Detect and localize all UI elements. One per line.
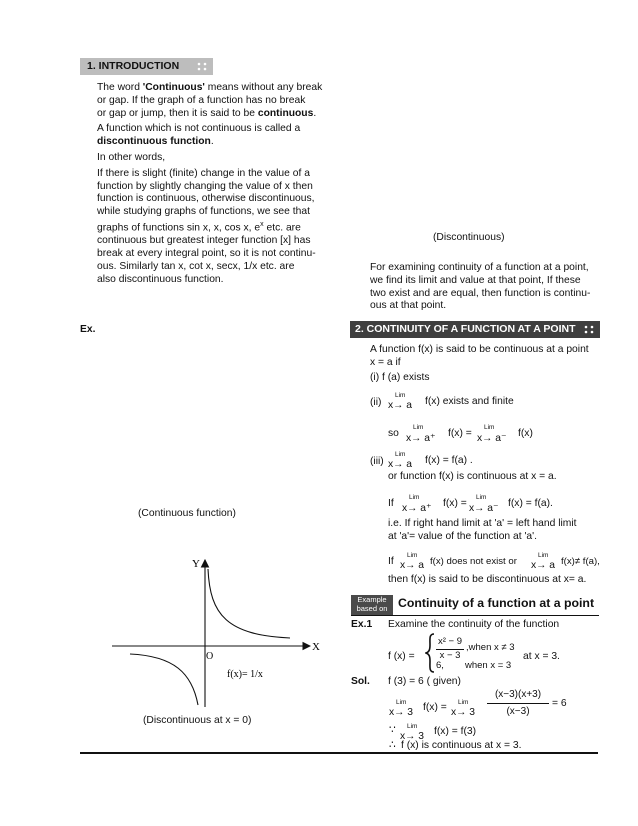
ex1-text: Examine the continuity of the function [388, 619, 560, 630]
def-condition-ii-label: (ii) [370, 397, 382, 408]
if-label: If [388, 498, 394, 509]
def-line: A function f(x) is said to be continuous at a point [370, 344, 589, 355]
def-condition-ii-text: f(x) exists and finite [425, 396, 514, 407]
limit-x-to-a: Lim x→ a [400, 552, 425, 571]
curve-negative-branch [130, 654, 198, 705]
fraction-denominator: x − 3 [439, 650, 461, 661]
sol-end: = 6 [552, 698, 567, 709]
text-line: A function which is not continuous is called a [97, 123, 301, 135]
section-header-continuity [350, 321, 600, 338]
sol-frac-den: (x−3) [506, 706, 530, 717]
sol-frac-bar [487, 703, 549, 704]
if-mid: f(x) = [443, 498, 467, 509]
right-intro-text [370, 262, 600, 313]
if-end: f(x) = f(a). [508, 498, 553, 509]
section-title: 1. INTRODUCTION [87, 60, 180, 72]
dots-icon [196, 61, 208, 72]
if2-label: If [388, 556, 394, 567]
limit-x-to-a: Lim x→ a [388, 451, 413, 470]
dots-icon [583, 324, 595, 335]
ie-line: at 'a'= value of the function at 'a'. [388, 531, 537, 542]
because-icon: ∵ [389, 725, 396, 736]
limit-left: Lim x→ a⁻ [477, 424, 507, 444]
text-line: or gap. If the graph of a function has no break [97, 94, 306, 106]
if2-end: f(x)≠ f(a), [561, 556, 600, 567]
sol-label: Sol. [351, 676, 370, 687]
example-badge: Example based on [351, 595, 393, 615]
text-line: we find its limit and value at that point, If these [370, 274, 581, 286]
limit-x-to-3: Lim x→ 3 [389, 699, 414, 718]
case2-value: 6, [436, 660, 444, 671]
caption-continuous: (Continuous function) [138, 508, 236, 519]
text-line: break at every integral point, so it is not continu- [97, 247, 316, 259]
text-line: ous at that point. [370, 300, 447, 312]
ex1-label: Ex.1 [351, 619, 373, 630]
case2: when x = 3 [465, 660, 512, 671]
curve-positive-branch [208, 569, 290, 638]
ex-label: Ex. [80, 324, 96, 335]
text-line: ous. Similarly tan x, cot x, secx, 1/x etc. are [97, 260, 295, 272]
text-line: The word 'Continuous' means without any break [97, 82, 323, 93]
limit-left: Lim x→ a⁻ [469, 494, 499, 514]
text-line: two exist and are equal, then function is continu- [370, 287, 591, 299]
caption-discontinuous-at-0: (Discontinuous at x = 0) [143, 715, 252, 726]
origin-label: O [206, 651, 214, 662]
text-line: discontinuous function. [97, 136, 214, 148]
sol-frac-num: (x−3)(x+3) [494, 689, 542, 700]
page-bottom-rule [80, 752, 598, 754]
def-condition-iii-text: f(x) = f(a) . [425, 455, 473, 466]
section-header-introduction [80, 58, 213, 75]
sol-line4: f (x) is continuous at x = 3. [401, 740, 522, 751]
text-line: function is continuous, otherwise discontinuous, [97, 193, 315, 205]
so-label: so [388, 428, 399, 439]
y-axis-label: Y [192, 558, 200, 570]
text-line: while studying graphs of functions, we see that [97, 206, 310, 218]
limit-right: Lim x→ a⁺ [406, 424, 436, 444]
at-x3: at x = 3. [523, 651, 560, 662]
sol-line1: f (3) = 6 ( given) [388, 676, 461, 687]
function-label: f(x)= 1/x [227, 669, 263, 680]
text-line: In other words, [97, 151, 166, 163]
so-end: f(x) [518, 428, 533, 439]
text-line: continuous but greatest integer function [x] has [97, 235, 311, 247]
intro-text [97, 82, 329, 286]
sol-mid: f(x) = [423, 702, 447, 713]
def-condition-iii-label: (iii) [370, 456, 384, 467]
limit-x-to-a: Lim x→ a [531, 552, 556, 571]
example-underline [351, 615, 599, 616]
left-brace [425, 633, 435, 673]
limit-x-to-3: Lim x→ 3 [451, 699, 476, 718]
text-line: graphs of functions sin x, x, cos x, $e^x$ etc. are [97, 220, 301, 234]
caption-discontinuous: (Discontinuous) [433, 232, 505, 243]
text-line: function by slightly changing the value of x then [97, 180, 313, 192]
limit-right: Lim x→ a⁺ [402, 494, 432, 514]
x-axis-label: X [312, 641, 320, 653]
def-line: x = a if [370, 357, 401, 368]
def-condition-i: (i) f (a) exists [370, 372, 430, 383]
limit-x-to-a: Lim x→ a [388, 392, 413, 411]
if2-mid: f(x) does not exist or [430, 556, 517, 567]
text-line: If there is slight (finite) change in the value of a [97, 167, 310, 179]
text-line: For examining continuity of a function at a point, [370, 262, 589, 273]
therefore-icon: ∴ [389, 740, 396, 751]
then-line: then f(x) is said to be discontinuous at x= a. [388, 574, 587, 585]
section-title: 2. CONTINUITY OF A FUNCTION AT A POINT [355, 323, 576, 335]
sol-line3: f(x) = f(3) [434, 726, 477, 737]
text-line: also discontinuous function. [97, 273, 224, 285]
ie-line: i.e. If right hand limit at 'a' = left hand limit [388, 518, 577, 529]
case1: ,when x ≠ 3 [466, 642, 515, 653]
example-title: Continuity of a function at a point [398, 596, 595, 610]
fraction-numerator: x² − 9 [437, 636, 463, 647]
text-line: or gap or jump, then it is said to be continuous. [97, 107, 317, 119]
fx-label: f (x) = [388, 651, 415, 662]
so-mid: f(x) = [448, 428, 472, 439]
limit-x-to-3: Lim x→ 3 [400, 723, 425, 742]
or-line: or function f(x) is continuous at x = a. [388, 471, 557, 482]
reciprocal-graph [112, 555, 342, 710]
